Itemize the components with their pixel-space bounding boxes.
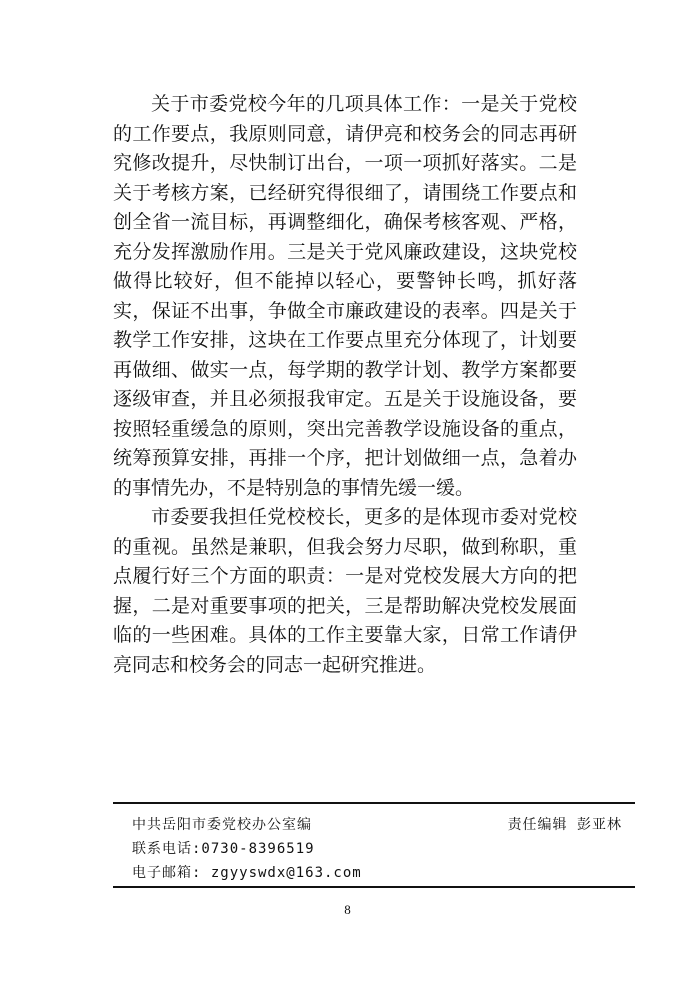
article-body [113, 90, 577, 680]
footer-email-row [132, 864, 622, 882]
page-number: 8 [344, 902, 351, 917]
footer-phone-row [132, 840, 622, 858]
footer-publisher-row [132, 816, 622, 834]
editor-text: 责任编辑 彭亚林 [507, 817, 622, 833]
paragraph: 市委要我担任党校校长，更多的是体现市委对党校的重视。虽然是兼职，但我会努力尽职，做到称职，重点履行好三个方面的职责：一是对党校发展大方向的把握，二是对重要事项的把关，三是帮助解决党校发展面临的一些困难。具体的工作主要靠大家，日常工作请伊亮同志和校务会的同志一起研究推进。 [113, 506, 577, 676]
email-text: 电子邮箱: zgyyswdx@163.com [132, 865, 362, 881]
paragraph: 关于市委党校今年的几项具体工作：一是关于党校的工作要点，我原则同意，请伊亮和校务会的同志再研究修改提升，尽快制订出台，一项一项抓好落实。二是关于考核方案，已经研究得很细了，请围绕工作要点和创全省一流目标，再调整细化，确保考核客观、严格，充分发挥激励作用。三是关于党风廉政建设，这块党校做得比较好，但不能掉以轻心，要警钟长鸣，抓好落实，保证不出事，争做全市廉政建设的表率。四是关于教学工作安排，这块在工作要点里充分体现了，计划要再做细、做实一点，每学期的教学计划、教学方案都要逐级审查，并且必须报我审定。五是关于设施设备，要按照轻重缓急的原则，突出完善教学设施设备的重点，统筹预算安排，再排一个序，把计划做细一点，急着办的事情先办，不是特别急的事情先缓一缓。 [113, 93, 577, 499]
phone-text: 联系电话:0730-8396519 [132, 841, 315, 857]
footer-top-rule [113, 802, 635, 804]
footer-bottom-rule [113, 886, 635, 888]
publisher-text: 中共岳阳市委党校办公室编 [132, 817, 312, 833]
